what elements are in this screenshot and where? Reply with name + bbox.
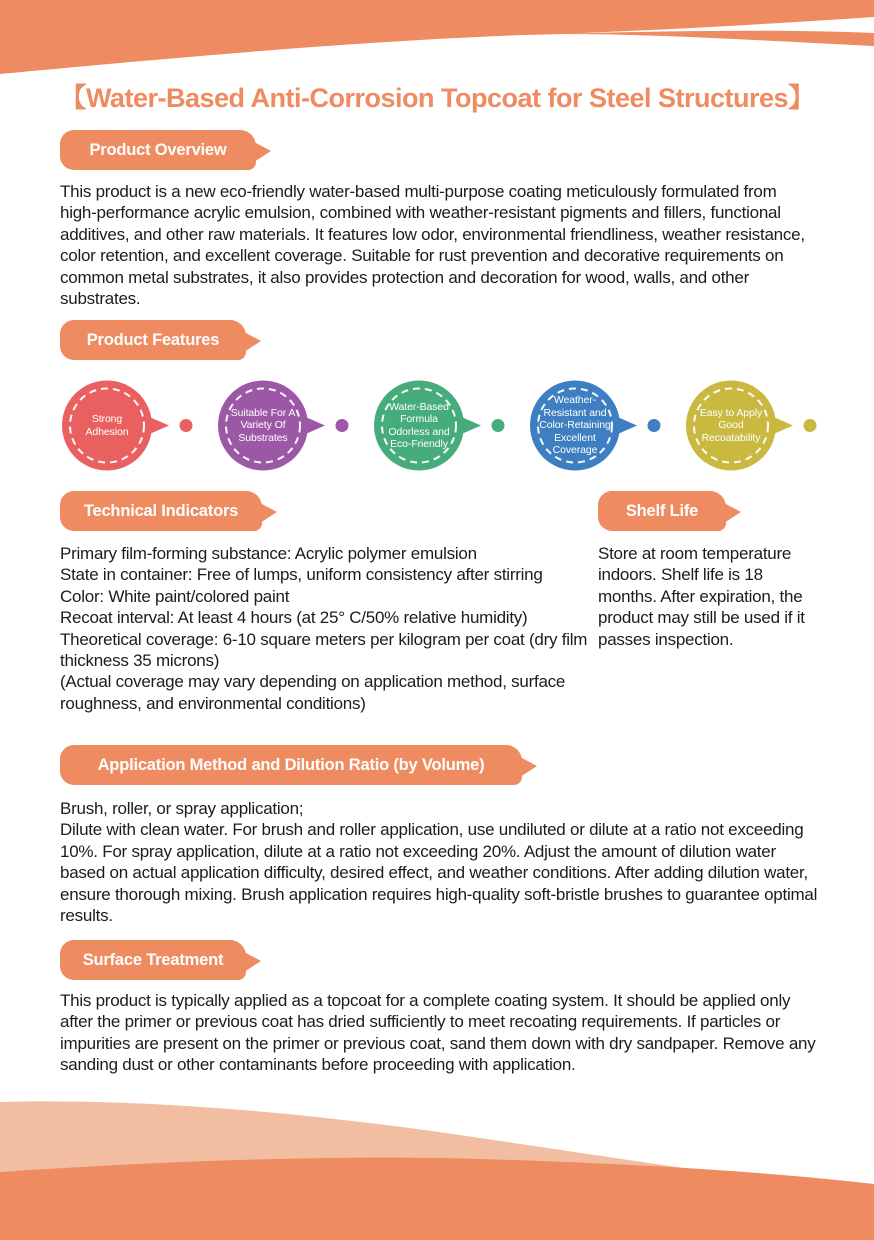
feature-bubble-substrates [218,380,350,471]
footer-wave [0,1100,874,1240]
dot-icon [180,419,193,432]
feature-bubble-eco-friendly [374,380,506,471]
technical-item: Color: White paint/colored paint [60,586,290,606]
dot-icon [648,419,661,432]
technical-indicators-list [60,543,602,714]
page-title: 【Water-Based Anti-Corrosion Topcoat for Steel Structures】 [59,83,815,113]
surface-treatment-paragraph: This product is typically applied as a topcoat for a complete coating system. It should be applied only after the primer or previous coat has dried sufficiently to meet recoating requirements. If particles or impurities are present on the primer or previous coat, sand them down with dry sandpaper. Remove any sanding dust or other contaminants before proceeding with application. [60,991,816,1075]
section-banner-product-features [60,320,246,360]
feature-label: Suitable For A Variety Of Substrates [230,406,296,444]
feature-label: Weather-Resistant and Color-Retaining Excellent Coverage [539,394,611,457]
section-banner-product-overview [60,130,256,170]
application-paragraph: Dilute with clean water. For brush and roller application, use undiluted or dilute at a ratio not exceeding 10%. For spray application, dilute at a ratio not exceeding 20%. Adjust the amount of dilution water based on actual application difficulty, desired effect, and weather conditions. After adding dilution water, ensure thorough mixing. Brush application requires high-quality soft-bristle brushes to guarantee optimal results. [60,820,818,926]
shelf-life-paragraph: Store at room temperature indoors. Shelf life is 18 months. After expiration, the product may still be used if it passes inspection. [598,544,805,649]
dot-icon [336,419,349,432]
section-banner-label: Application Method and Dilution Ratio (by Volume) [97,755,485,774]
section-banner-technical-indicators [60,491,262,531]
header-wave [0,0,874,80]
feature-label: Water-Based Formula Odorless and Eco-Friendly [388,400,450,450]
feature-label: Easy to Apply Good Recoatability [699,406,763,444]
technical-item: Primary film-forming substance: Acrylic polymer emulsion [60,544,477,563]
technical-item: State in container: Free of lumps, uniform consistency after stirring [60,565,543,585]
dot-icon [492,419,505,432]
section-banner-shelf-life [598,491,726,531]
section-banner-label: Product Features [86,330,220,349]
section-banner-label: Shelf Life [625,501,699,520]
section-banner-label: Technical Indicators [83,501,239,520]
application-paragraph: Brush, roller, or spray application; [60,799,304,818]
section-banner-application-method [60,745,522,785]
technical-item: Theoretical coverage: 6-10 square meters per kilogram per coat (dry film thickness 35 microns) [60,629,588,671]
feature-bubble-easy-apply [686,380,818,471]
technical-item: (Actual coverage may vary depending on application method, surface roughness, and environmental conditions) [60,672,566,713]
overview-paragraph: This product is a new eco-friendly water-based multi-purpose coating meticulously formulated from high-performance acrylic emulsion, combined with weather-resistant pigments and fillers, functional additives, and other raw materials. It features low odor, environmental friendliness, weather resistance, color retention, and excellent coverage. Suitable for rust prevention and decorative requirements on common metal substrates, it also provides protection and decoration for wood, walls, and other substrates. [60,182,805,309]
feature-bubble-weather-resistant [530,380,662,471]
technical-item: Recoat interval: At least 4 hours (at 25° C/50% relative humidity) [60,608,528,628]
feature-label: Strong Adhesion [85,413,129,438]
section-banner-label: Surface Treatment [82,950,224,969]
feature-bubble-strong-adhesion [62,380,194,471]
section-banner-label: Product Overview [89,140,227,159]
dot-icon [804,419,817,432]
section-banner-surface-treatment [60,940,246,980]
application-method-text [60,798,818,926]
